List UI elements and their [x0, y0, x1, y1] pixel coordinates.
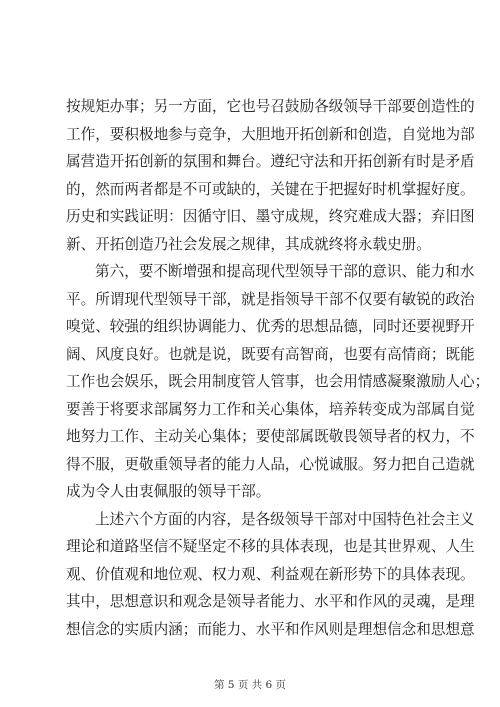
- text-line: 要善于将要求部属努力工作和关心集体，培养转变成为部属自觉: [66, 400, 475, 418]
- text-line: 历史和实践证明：因循守旧、墨守成规，终究难成大器；弃旧图: [66, 208, 475, 225]
- text-line: 观、价值观和地位观、权力观、利益观在新形势下的具体表现。: [66, 565, 475, 583]
- page-number-footer: 第 5 页 共 6 页: [213, 679, 287, 691]
- text-line: 按规矩办事；另一方面，它也号召鼓励各级领导干部要创造性的: [66, 98, 475, 115]
- text-line: 理论和道路坚信不疑坚定不移的具体表现，也是其世界观、人生: [66, 538, 475, 555]
- text-line: 的，然而两者都是不可或缺的，关键在于把握好时机掌握好度。: [66, 180, 475, 198]
- text-line: 想信念的实质内涵；而能力、水平和作风则是理想信念和思想意: [66, 620, 475, 638]
- text-line: 得不服，更敬重领导者的能力人品，心悦诚服。努力把自己造就: [66, 455, 475, 473]
- text-line: 成为令人由衷佩服的领导干部。: [66, 483, 271, 500]
- text-line: 其中，思想意识和观念是领导者能力、水平和作风的灵魂，是理: [66, 593, 475, 610]
- paragraph-start-line: 第六，要不断增强和提高现代型领导干部的意识、能力和水: [95, 263, 475, 280]
- text-line: 嗅觉、较强的组织协调能力、优秀的思想品德，同时还要视野开: [66, 318, 475, 335]
- paragraph-start-line: 上述六个方面的内容，是各级领导干部对中国特色社会主义: [95, 510, 475, 528]
- text-line: 属营造开拓创新的氛围和舞台。遵纪守法和开拓创新有时是矛盾: [66, 153, 475, 170]
- text-line: 阔、风度良好。也就是说，既要有高智商，也要有高情商；既能: [66, 345, 475, 363]
- text-line: 平。所谓现代型领导干部，就是指领导干部不仅要有敏锐的政治: [66, 290, 475, 308]
- body-text: [66, 93, 490, 643]
- text-line: 地努力工作、主动关心集体；要使部属既敬畏领导者的权力，不: [66, 428, 475, 445]
- text-line: 工作，要积极地参与竞争，大胆地开拓创新和创造，自觉地为部: [66, 125, 475, 143]
- text-line: 工作也会娱乐，既会用制度管人管事，也会用情感凝聚激励人心；: [66, 373, 490, 390]
- text-line: 新、开拓创造乃社会发展之规律，其成就终将永载史册。: [66, 235, 431, 253]
